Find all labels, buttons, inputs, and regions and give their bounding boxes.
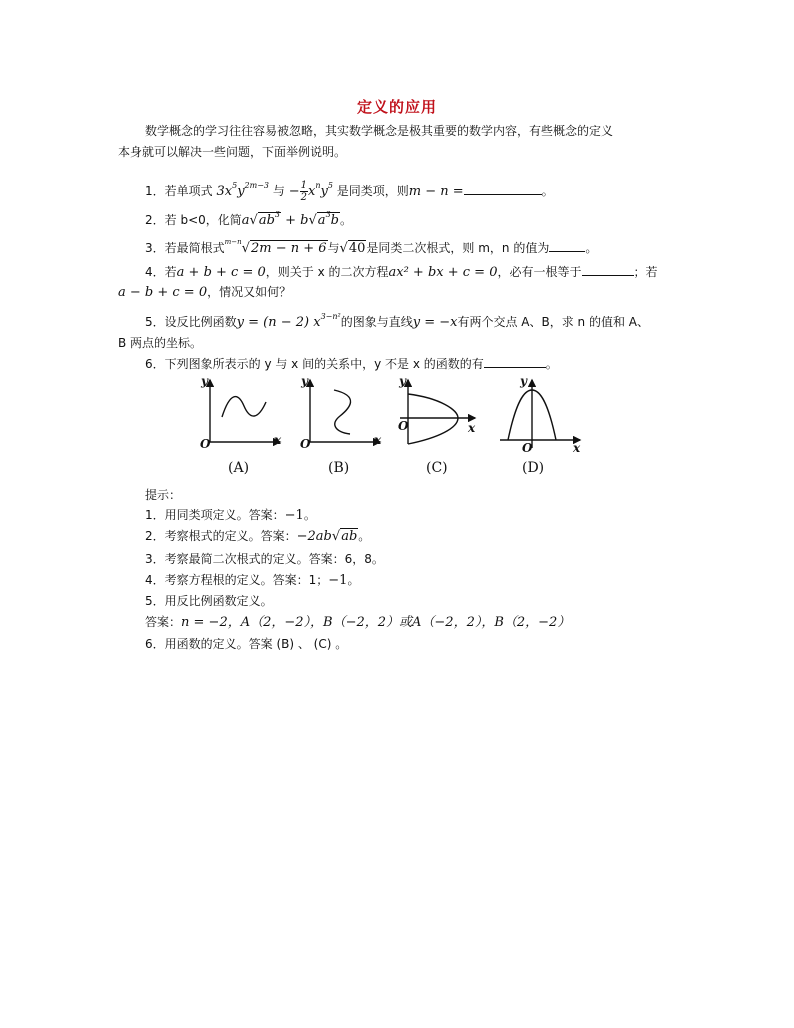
problem-4-question: ，情况又如何？: [207, 285, 292, 299]
graph-d-origin: O: [522, 441, 533, 455]
radical-1-base: ab: [258, 213, 275, 228]
problem-4: [145, 263, 658, 281]
problem-5-prefix: 设反比例函数: [164, 315, 237, 329]
hint-2-answer-coef: −2ab: [296, 529, 332, 544]
graph-c-y-label: y: [399, 374, 406, 388]
problem-4-mid: ，则关于 x 的二次方程: [265, 265, 389, 279]
problem-6-text: 下列图象所表示的 y 与 x 间的关系中，y 不是 x 的函数的有: [164, 357, 484, 371]
problem-2: [145, 212, 352, 229]
hint-1: [145, 507, 316, 524]
sqrt-40: √40: [339, 241, 366, 256]
monomial-2-y: y: [320, 184, 328, 199]
monomial-2: [288, 180, 333, 203]
problem-3-post: 是同类二次根式，则 m，n 的值为: [366, 241, 550, 255]
monomial-1: [216, 181, 270, 199]
hint-4-text: 4．考察方程根的定义。答案：1；: [145, 573, 329, 587]
line-equation: y = −x: [412, 315, 458, 330]
graph-b-x-label: x: [374, 433, 382, 447]
problem-3-end: 。: [585, 241, 598, 255]
hint-4-end: 。: [347, 573, 360, 587]
graph-b-caption: (B): [328, 460, 350, 476]
graph-d: [500, 374, 581, 476]
inverse-function: [236, 312, 341, 330]
hint-2-end: 。: [358, 529, 371, 543]
monomial-2-exp-x: n: [315, 181, 321, 190]
hint-3: 3．考察最简二次根式的定义。答案：6，8。: [145, 552, 384, 566]
graph-c-origin: O: [398, 419, 409, 433]
inverse-function-exp: 3−n²: [320, 312, 341, 321]
problem-6: [145, 355, 558, 372]
radical-2-base: a: [317, 213, 326, 228]
problem-1-prefix: 若单项式: [164, 184, 213, 198]
fraction-half: [300, 180, 308, 203]
equation-1: a + b + c = 0: [176, 265, 266, 280]
answer-blank-1[interactable]: [464, 182, 542, 195]
nth-root: $^{m-n}$√2m − n + 6: [224, 238, 327, 256]
graph-b: [300, 374, 382, 476]
hint-5-answer: [145, 614, 570, 631]
problem-2-prefix: 若 b<0，化简: [164, 213, 242, 227]
problem-4-tail: ；若: [633, 265, 658, 279]
answer-blank-4[interactable]: [582, 263, 634, 276]
hint-1-end: 。: [303, 508, 316, 522]
hint-1-text: 1．用同类项定义。答案：: [145, 508, 285, 522]
radical-1-exp: 3: [274, 210, 280, 219]
graph-d-caption: (D): [522, 460, 545, 476]
problem-6-end: 。: [545, 357, 558, 371]
problem-4-line-2: [118, 284, 291, 301]
problem-2-number: 2．: [145, 213, 165, 227]
intro-line-2: 本身就可以解决一些问题，下面举例说明。: [118, 145, 347, 159]
monomial-1-y: y: [237, 184, 245, 199]
answer-blank-6[interactable]: [484, 355, 546, 368]
hints-label: 提示：: [145, 488, 182, 502]
radical-2: [317, 212, 340, 228]
graph-d-y-label: y: [520, 374, 527, 388]
graph-figures: [190, 372, 590, 482]
hint-5: 5．用反比例函数定义。: [145, 594, 273, 608]
monomial-1-exp-x: 5: [232, 181, 238, 190]
hint-5-answer-text: n = −2，A（2，−2），B（−2，2）或A（−2，2），B（2，−2）: [181, 615, 571, 630]
monomial-2-sign: −: [288, 184, 300, 199]
graph-d-x-label: x: [573, 441, 581, 455]
quadratic-equation: ax² + bx + c = 0: [388, 265, 498, 280]
problem-1-post: 是同类项，则: [336, 184, 409, 198]
page-title: 定义的应用: [356, 98, 437, 116]
graph-b-origin: O: [300, 437, 311, 451]
problem-5-line-2: B 两点的坐标。: [118, 336, 203, 350]
radical-2-tail: b: [330, 213, 339, 228]
graph-a: [200, 374, 282, 476]
problem-1-expression: m − n =: [408, 184, 464, 199]
graph-c: [398, 374, 476, 476]
problem-1-number: 1．: [145, 184, 165, 198]
problem-3-mid: 与: [327, 241, 340, 255]
radical-coef-a: a: [241, 213, 250, 228]
problem-4-number: 4．: [145, 265, 165, 279]
graph-b-y-label: y: [301, 374, 308, 388]
graph-a-origin: O: [200, 437, 211, 451]
problem-6-number: 6．: [145, 357, 165, 371]
intro-line-1: 数学概念的学习往往容易被忽略，其实数学概念是极其重要的数学内容，有些概念的定义: [145, 124, 614, 138]
problem-1-end: 。: [541, 184, 554, 198]
problem-5-number: 5．: [145, 315, 165, 329]
problem-5: [145, 314, 649, 331]
fraction-denominator: 2: [300, 192, 307, 203]
graph-a-sine-curve: [222, 397, 266, 417]
monomial-1-coef: 3x: [216, 184, 233, 199]
problem-3: [145, 239, 597, 257]
graph-c-x-label: x: [468, 421, 476, 435]
radical-expression: $a√ab^3 + b√a^3b$: [241, 210, 339, 228]
fraction-numerator: 1: [300, 180, 307, 191]
problem-4-prefix: 若: [164, 265, 177, 279]
graph-a-y-label: y: [201, 374, 208, 388]
problem-5-mid: 的图象与直线: [340, 315, 413, 329]
problem-4-post: ，必有一根等于: [497, 265, 582, 279]
hint-2: [145, 528, 370, 545]
problem-3-number: 3．: [145, 241, 165, 255]
root-index: m−n: [224, 238, 242, 246]
graph-a-x-label: x: [274, 433, 282, 447]
radical-coef-b: b: [300, 213, 309, 228]
hint-2-answer-radicand: ab: [341, 529, 358, 544]
answer-blank-3[interactable]: [549, 239, 585, 252]
monomial-1-exp-y: 2m−3: [244, 181, 270, 190]
hint-4-answer: −1: [328, 573, 348, 588]
plus-sign: +: [281, 213, 301, 228]
radical-1: [258, 212, 281, 228]
problem-1: [145, 180, 554, 203]
hint-1-answer: −1: [284, 508, 304, 523]
problem-2-end: 。: [339, 213, 352, 227]
monomial-2-x: x: [307, 184, 316, 199]
graph-c-parabola: [408, 394, 458, 444]
monomial-2-exp-y: 5: [327, 181, 333, 190]
radical-2-exp: 3: [325, 210, 331, 219]
sqrt-40-radicand: 40: [348, 241, 366, 256]
hint-2-answer: −2ab√ab: [296, 529, 358, 544]
hint-2-text: 2．考察根式的定义。答案：: [145, 529, 297, 543]
inverse-function-body: y = (n − 2) x: [236, 315, 321, 330]
problem-1-mid: 与: [272, 184, 285, 198]
hint-6: 6．用函数的定义。答案 (B) 、 (C) 。: [145, 637, 348, 651]
hint-4: [145, 572, 359, 589]
graph-b-s-curve: [334, 390, 351, 434]
problem-5-post: 有两个交点 A、B，求 n 的值和 A、: [457, 315, 649, 329]
problem-3-prefix: 若最简根式: [164, 241, 225, 255]
graph-a-caption: (A): [228, 460, 250, 476]
equation-3: a − b + c = 0: [118, 285, 208, 300]
hint-5-answer-label: 答案：: [145, 615, 182, 629]
root-radicand: 2m − n + 6: [250, 241, 327, 256]
graph-c-caption: (C): [426, 460, 448, 476]
